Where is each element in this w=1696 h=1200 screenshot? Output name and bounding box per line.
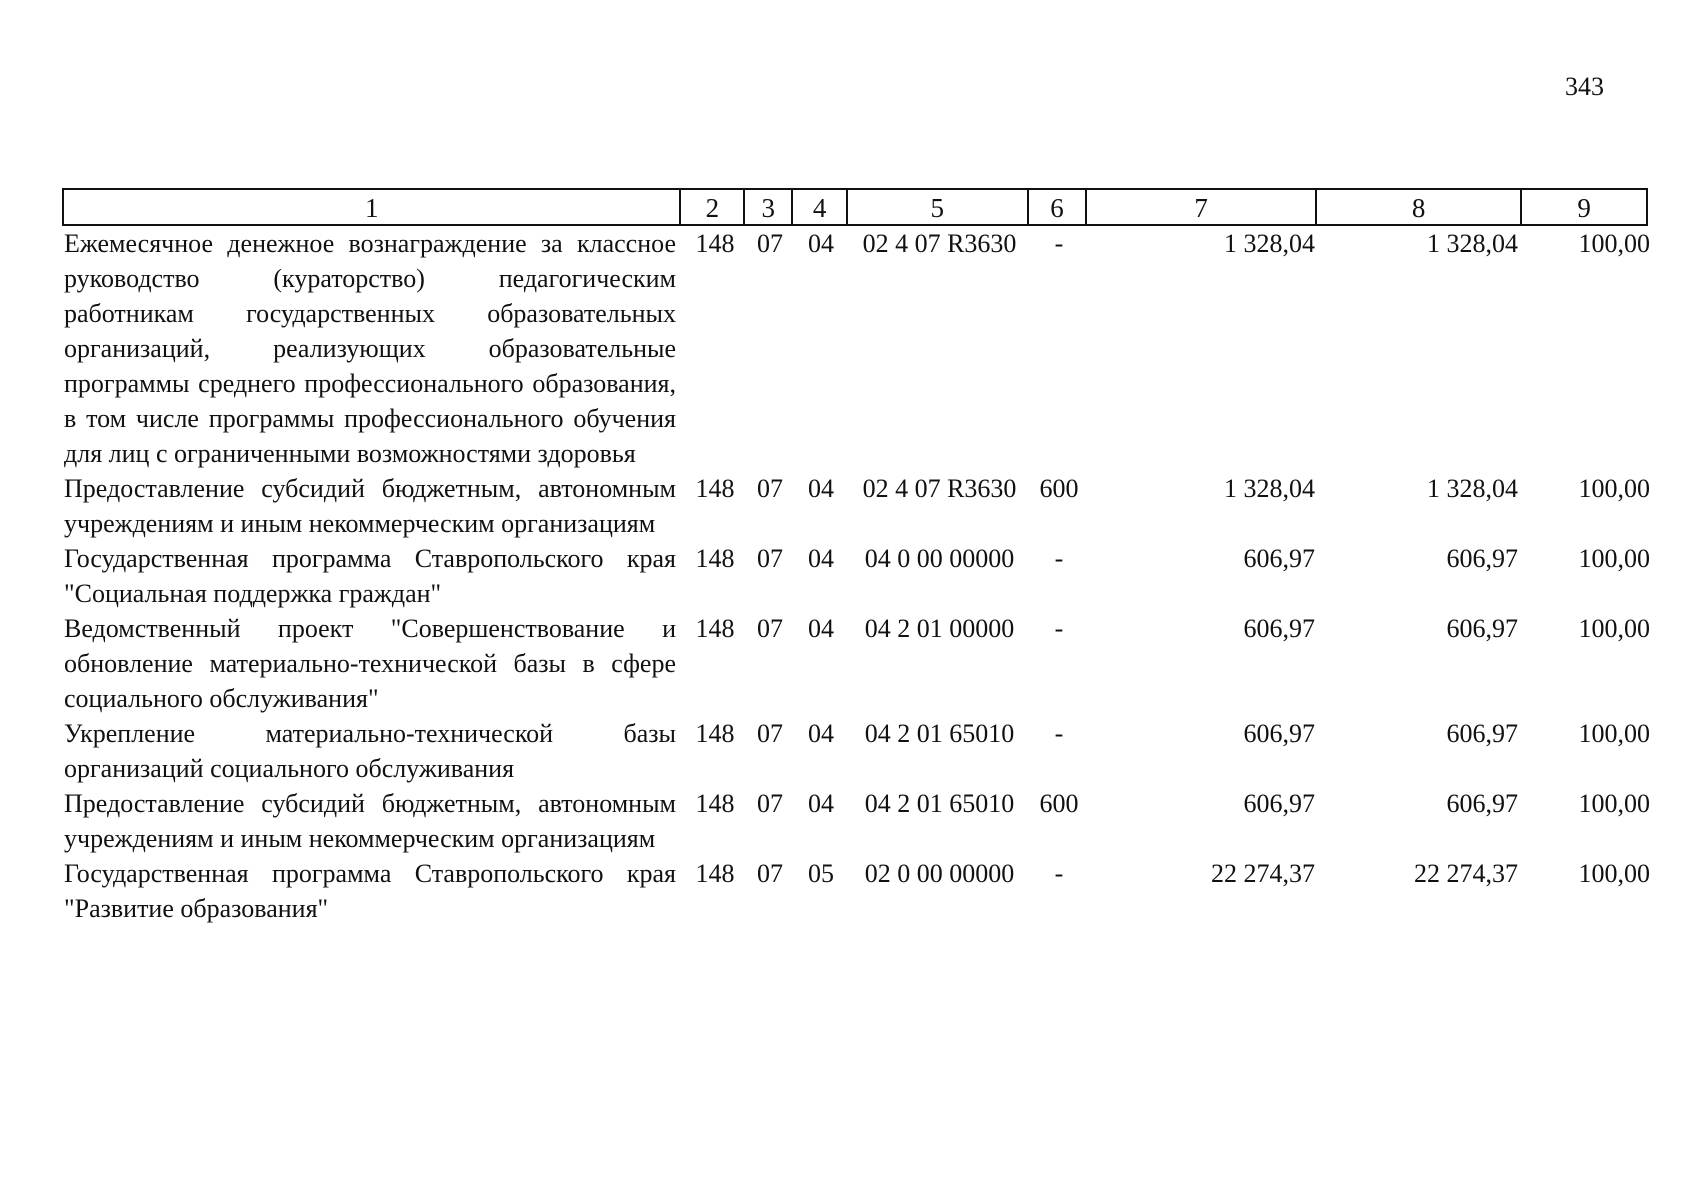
table-row (64, 611, 1650, 716)
row-col-9: 100,00 (1578, 614, 1650, 643)
row-col-8: 1 328,04 (1427, 474, 1518, 503)
row-col-3: 07 (757, 859, 783, 888)
header-col-1: 1 (64, 190, 681, 224)
row-col-4: 04 (808, 614, 834, 643)
budget-table (64, 226, 1650, 926)
row-col-5: 04 2 01 00000 (864, 614, 1015, 643)
row-col-3: 07 (757, 614, 783, 643)
row-name: Ведомственный проект "Совершенствование и обновление материально-технической базы в сфере социального обслуживания" (64, 614, 676, 713)
row-name: Предоставление субсидий бюджетным, автономным учреждениям и иным некоммерческим организациям (64, 789, 676, 853)
row-col-7: 1 328,04 (1224, 474, 1315, 503)
row-col-5: 02 4 07 R3630 (862, 474, 1017, 503)
table-row (64, 226, 1650, 471)
row-col-6: - (1054, 544, 1064, 573)
row-name: Предоставление субсидий бюджетным, автономным учреждениям и иным некоммерческим организациям (64, 474, 676, 538)
row-col-4: 05 (808, 859, 834, 888)
header-col-9: 9 (1577, 193, 1591, 223)
row-col-4: 04 (808, 229, 834, 258)
row-col-3: 07 (757, 474, 783, 503)
row-col-7: 606,97 (1243, 614, 1315, 643)
row-col-9: 100,00 (1578, 474, 1650, 503)
row-col-5: 04 2 01 65010 (864, 789, 1015, 818)
table-row (64, 786, 1650, 856)
header-col-6: 6 (1029, 190, 1088, 224)
table-row (64, 856, 1650, 926)
row-name: Ежемесячное денежное вознаграждение за классное руководство (кураторство) педагогическим работникам государственных образовательных организаций, реализующих образовательные программы среднего профессионального образования, в том числе программы профессионального обучения для лиц с ограниченными возможностями здоровья (64, 229, 676, 468)
page-number: 343 (1565, 72, 1604, 101)
row-col-4: 04 (808, 544, 834, 573)
header-col-4: 4 (793, 190, 848, 224)
row-col-4: 04 (808, 474, 834, 503)
row-col-9: 100,00 (1578, 719, 1650, 748)
row-col-6: - (1054, 229, 1064, 258)
row-col-8: 1 328,04 (1427, 229, 1518, 258)
row-col-2: 148 (695, 859, 735, 888)
table-row (64, 541, 1650, 611)
header-col-2: 2 (681, 190, 745, 224)
row-col-9: 100,00 (1578, 859, 1650, 888)
header-col-5: 5 (848, 190, 1029, 224)
row-col-8: 606,97 (1446, 789, 1518, 818)
table-header (62, 188, 1648, 226)
header-col-7: 7 (1087, 190, 1316, 224)
row-col-7: 606,97 (1243, 789, 1315, 818)
row-col-7: 606,97 (1243, 719, 1315, 748)
row-col-6: - (1054, 719, 1064, 748)
header-col-3: 3 (745, 190, 793, 224)
row-name: Государственная программа Ставропольского края "Развитие образования" (64, 859, 676, 923)
row-col-2: 148 (695, 474, 735, 503)
row-col-8: 606,97 (1446, 614, 1518, 643)
row-col-9: 100,00 (1578, 789, 1650, 818)
row-col-4: 04 (808, 789, 834, 818)
row-col-3: 07 (757, 789, 783, 818)
row-col-8: 22 274,37 (1414, 859, 1518, 888)
row-col-3: 07 (757, 544, 783, 573)
row-col-6: - (1054, 614, 1064, 643)
row-col-7: 22 274,37 (1211, 859, 1315, 888)
row-col-2: 148 (695, 719, 735, 748)
row-col-8: 606,97 (1446, 719, 1518, 748)
row-col-9: 100,00 (1578, 229, 1650, 258)
row-col-5: 04 0 00 00000 (864, 544, 1015, 573)
row-col-9: 100,00 (1578, 544, 1650, 573)
header-col-8: 8 (1317, 190, 1522, 224)
row-col-3: 07 (757, 719, 783, 748)
row-col-5: 02 4 07 R3630 (862, 229, 1017, 258)
table-row (64, 716, 1650, 786)
row-col-7: 1 328,04 (1224, 229, 1315, 258)
row-name: Укрепление материально-технической базы организаций социального обслуживания (64, 719, 676, 783)
row-col-8: 606,97 (1446, 544, 1518, 573)
row-col-5: 04 2 01 65010 (864, 719, 1015, 748)
row-col-2: 148 (695, 789, 735, 818)
table-row (64, 471, 1650, 541)
row-col-5: 02 0 00 00000 (864, 859, 1015, 888)
row-col-2: 148 (695, 544, 735, 573)
row-col-2: 148 (695, 229, 735, 258)
row-col-6: 600 (1039, 474, 1079, 503)
row-col-6: - (1054, 859, 1064, 888)
row-col-3: 07 (757, 229, 783, 258)
row-name: Государственная программа Ставропольского края "Социальная поддержка граждан" (64, 544, 676, 608)
row-col-7: 606,97 (1243, 544, 1315, 573)
row-col-6: 600 (1039, 789, 1079, 818)
row-col-2: 148 (695, 614, 735, 643)
row-col-4: 04 (808, 719, 834, 748)
